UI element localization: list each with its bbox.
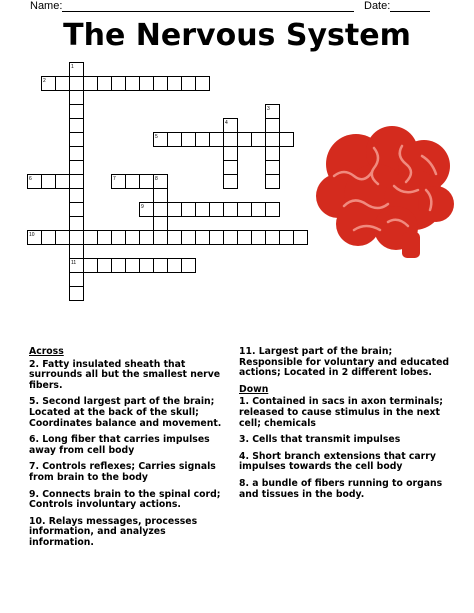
crossword-cell[interactable] — [252, 133, 266, 147]
crossword-cell[interactable] — [70, 189, 84, 203]
clue-number-1: 1 — [71, 64, 74, 70]
crossword-cell[interactable] — [224, 161, 238, 175]
clue-number-4: 4 — [225, 120, 228, 126]
crossword-cell[interactable] — [42, 231, 56, 245]
crossword-cell[interactable] — [168, 259, 182, 273]
crossword-cell[interactable] — [126, 259, 140, 273]
crossword-cell[interactable] — [70, 105, 84, 119]
crossword-cell[interactable] — [112, 77, 126, 91]
crossword-cell[interactable] — [196, 231, 210, 245]
across-heading: Across — [29, 346, 64, 357]
date-label: Date: — [364, 0, 391, 12]
clue-across-2: 2. Fatty insulated sheath that surrounds all but the smallest nerve fibers. — [29, 358, 221, 391]
clue-down-1: 1. Contained in sacs in axon terminals; released to cause stimulus in the next cell; chemicals — [239, 396, 444, 429]
crossword-cell[interactable] — [70, 287, 84, 301]
crossword-cell[interactable] — [224, 231, 238, 245]
crossword-cell[interactable] — [210, 231, 224, 245]
crossword-cell[interactable] — [294, 231, 308, 245]
crossword-cell[interactable] — [252, 203, 266, 217]
crossword-cell[interactable] — [140, 259, 154, 273]
clue-number-3: 3 — [267, 106, 270, 112]
crossword-cell[interactable] — [280, 231, 294, 245]
crossword-cell[interactable] — [168, 203, 182, 217]
crossword-cell[interactable] — [238, 231, 252, 245]
clue-across-11: 11. Largest part of the brain; Responsible for voluntary and educated actions; Located in 2 different lobes. — [239, 346, 450, 379]
crossword-cell[interactable] — [224, 133, 238, 147]
clue-number-5: 5 — [155, 134, 158, 140]
crossword-cell[interactable] — [140, 231, 154, 245]
crossword-cell[interactable] — [154, 231, 168, 245]
crossword-cell[interactable] — [70, 175, 84, 189]
crossword-cell[interactable] — [56, 231, 70, 245]
crossword-cell[interactable] — [112, 259, 126, 273]
crossword-cell[interactable] — [182, 77, 196, 91]
crossword-cell[interactable] — [98, 259, 112, 273]
crossword-cell[interactable] — [196, 77, 210, 91]
crossword-cell[interactable] — [84, 259, 98, 273]
clue-number-2: 2 — [43, 78, 46, 84]
crossword-cell[interactable] — [70, 147, 84, 161]
clue-down-4: 4. Short branch extensions that carry impulses towards the cell body — [239, 450, 436, 473]
clue-across-5: 5. Second largest part of the brain; Located at the back of the skull; Coordinates balance and movement. — [29, 396, 222, 429]
crossword-cell[interactable] — [266, 175, 280, 189]
clue-number-11: 11 — [71, 260, 77, 266]
crossword-cell[interactable] — [266, 133, 280, 147]
crossword-cell[interactable] — [168, 133, 182, 147]
crossword-cell[interactable] — [70, 77, 84, 91]
clue-down-8: 8. a bundle of fibers running to organs and tissues in the body. — [239, 477, 443, 500]
crossword-cell[interactable] — [70, 91, 84, 105]
crossword-cell[interactable] — [56, 175, 70, 189]
crossword-cell[interactable] — [266, 147, 280, 161]
crossword-cell[interactable] — [70, 119, 84, 133]
crossword-cell[interactable] — [98, 77, 112, 91]
clue-number-10: 10 — [29, 232, 35, 238]
crossword-cell[interactable] — [168, 77, 182, 91]
clue-across-10: 10. Relays messages, processes information, and analyzes information. — [29, 515, 198, 548]
crossword-cell[interactable] — [224, 203, 238, 217]
clue-across-9: 9. Connects brain to the spinal cord; Controls involuntary actions. — [29, 488, 221, 511]
crossword-cell[interactable] — [140, 175, 154, 189]
crossword-cell[interactable] — [182, 203, 196, 217]
crossword-cell[interactable] — [252, 231, 266, 245]
crossword-cell[interactable] — [42, 175, 56, 189]
crossword-cell[interactable] — [140, 77, 154, 91]
crossword-cell[interactable] — [154, 189, 168, 203]
crossword-cell[interactable] — [224, 175, 238, 189]
down-heading: Down — [239, 383, 269, 395]
crossword-cell[interactable] — [168, 231, 182, 245]
clue-number-8: 8 — [155, 176, 158, 182]
crossword-cell[interactable] — [112, 231, 126, 245]
crossword-cell[interactable] — [70, 245, 84, 259]
across-clues — [29, 347, 229, 555]
crossword-cell[interactable] — [238, 203, 252, 217]
clue-across-6: 6. Long fiber that carries impulses away from cell body — [29, 434, 210, 456]
crossword-cell[interactable] — [224, 147, 238, 161]
crossword-cell[interactable] — [196, 133, 210, 147]
page-title: The Nervous System — [63, 18, 411, 53]
crossword-cell[interactable] — [266, 161, 280, 175]
crossword-cell[interactable] — [70, 231, 84, 245]
crossword-cell[interactable] — [154, 217, 168, 231]
crossword-cell[interactable] — [70, 217, 84, 231]
crossword-cell[interactable] — [182, 259, 196, 273]
crossword-cell[interactable] — [126, 175, 140, 189]
clue-across-7: 7. Controls reflexes; Carries signals from brain to the body — [29, 461, 216, 483]
crossword-cell[interactable] — [84, 231, 98, 245]
crossword-cell[interactable] — [84, 77, 98, 91]
clue-number-6: 6 — [29, 176, 32, 182]
crossword-cell[interactable] — [210, 133, 224, 147]
crossword-cell[interactable] — [154, 203, 168, 217]
clue-number-7: 7 — [113, 176, 116, 182]
crossword-cell[interactable] — [196, 203, 210, 217]
brain-icon — [314, 126, 456, 260]
crossword-cell[interactable] — [126, 77, 140, 91]
crossword-cell[interactable] — [210, 203, 224, 217]
crossword-cell[interactable] — [70, 133, 84, 147]
crossword-cell[interactable] — [266, 119, 280, 133]
crossword-cell[interactable] — [70, 203, 84, 217]
crossword-cell[interactable] — [182, 231, 196, 245]
crossword-cell[interactable] — [266, 231, 280, 245]
crossword-cell[interactable] — [238, 133, 252, 147]
crossword-cell[interactable] — [56, 77, 70, 91]
crossword-cell[interactable] — [70, 273, 84, 287]
crossword-cell[interactable] — [266, 203, 280, 217]
crossword-cell[interactable] — [70, 161, 84, 175]
crossword-cell[interactable] — [154, 77, 168, 91]
name-label: Name: — [30, 0, 63, 12]
clue-number-9: 9 — [141, 204, 144, 210]
crossword-cell[interactable] — [126, 231, 140, 245]
crossword-cell[interactable] — [280, 133, 294, 147]
clue-down-3: 3. Cells that transmit impulses — [239, 434, 401, 446]
crossword-cell[interactable] — [98, 231, 112, 245]
crossword-cell[interactable] — [154, 259, 168, 273]
right-clues — [239, 347, 451, 506]
crossword-cell[interactable] — [182, 133, 196, 147]
